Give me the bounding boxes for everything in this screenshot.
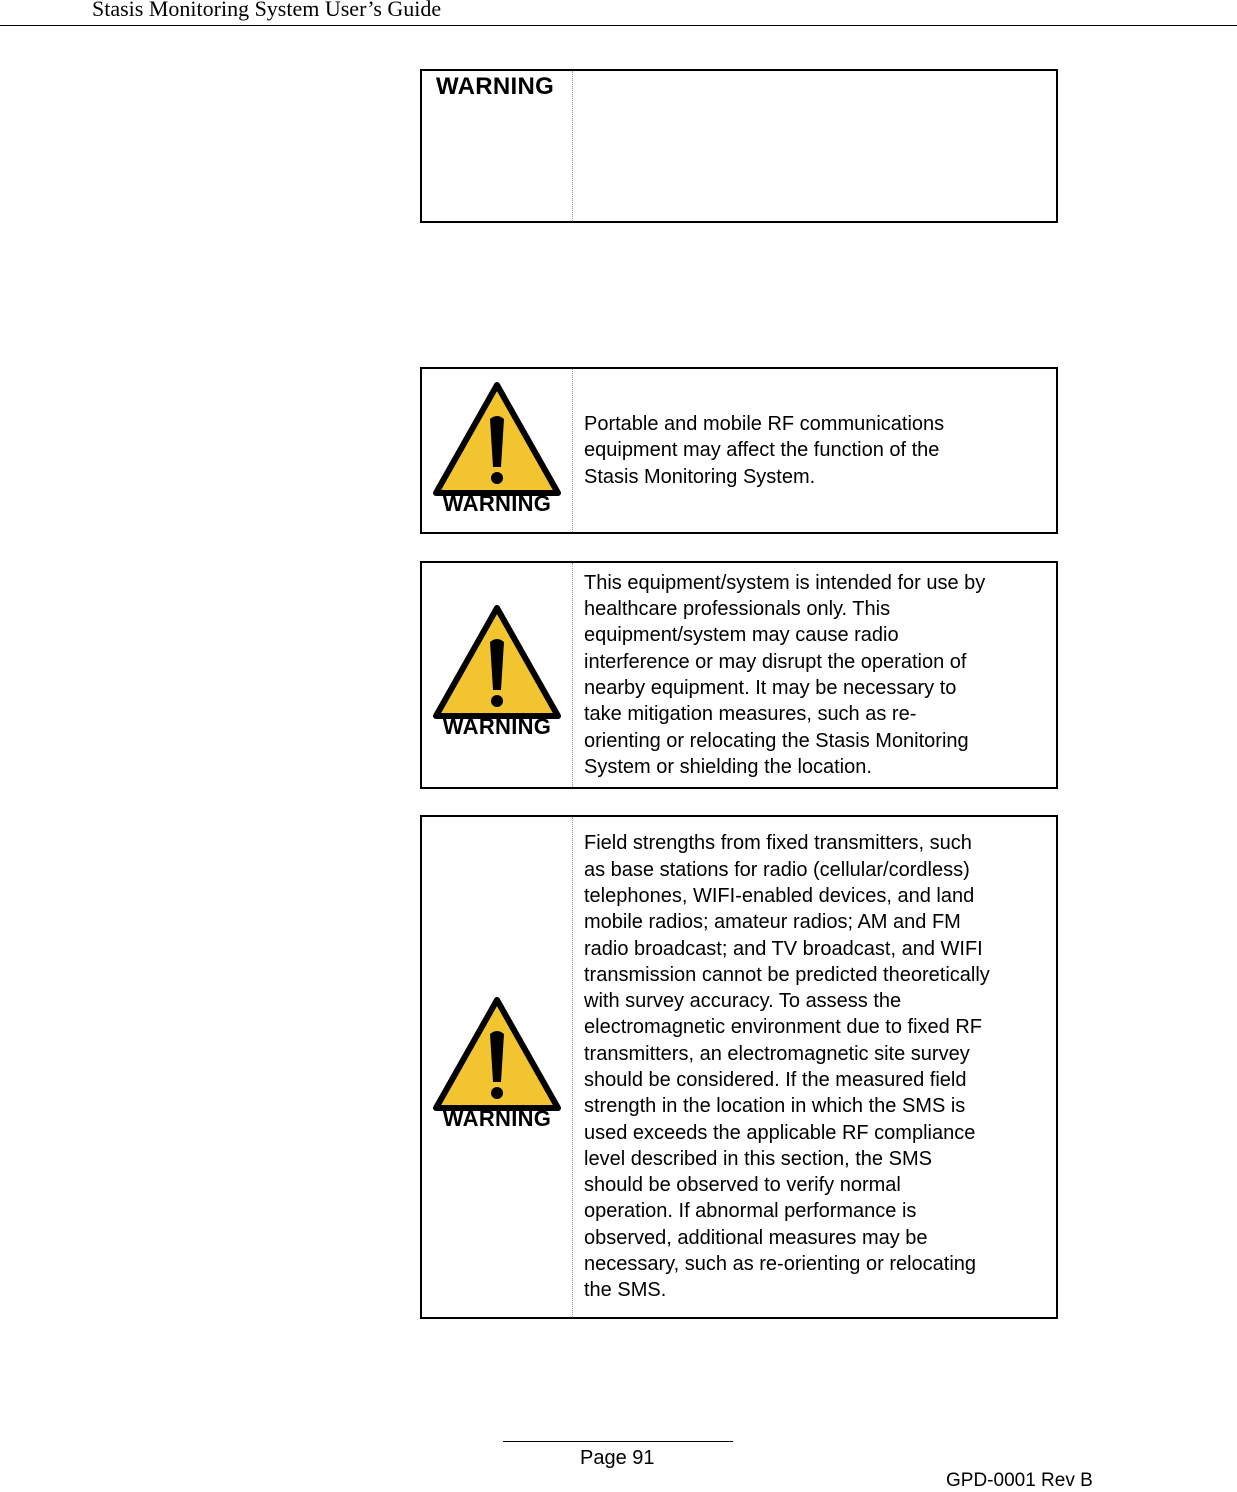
warning-box-4-symbol-cell	[422, 817, 573, 1317]
page-number: Page 91	[580, 1447, 655, 1469]
warning-text: Portable and mobile RF communications equipment may affect the function of the Stasis Monitoring System.	[584, 413, 945, 488]
warning-label: WARNING	[442, 1106, 552, 1131]
warning-box-4	[420, 815, 1058, 1319]
warning-box-2-text-cell	[573, 369, 1056, 532]
footer-rule	[503, 1441, 733, 1442]
warning-label: WARNING	[436, 73, 555, 100]
warning-symbol	[432, 604, 562, 740]
running-header: Stasis Monitoring System User’s Guide	[92, 0, 442, 21]
warning-triangle-icon	[432, 381, 562, 497]
warning-box-2	[420, 367, 1058, 534]
warning-box-3-symbol-cell	[422, 563, 573, 787]
warning-triangle-icon	[432, 996, 562, 1112]
warning-symbol	[432, 381, 562, 517]
warning-box-4-text-cell	[573, 817, 1056, 1317]
warning-label: WARNING	[442, 714, 552, 739]
warning-box-1	[420, 69, 1058, 223]
warning-box-3	[420, 561, 1058, 789]
header-rule	[0, 25, 1237, 26]
warning-text: Field strengths from fixed transmitters, such as base stations for radio (cellular/cordless) telephones, WIFI-enabled devices, and land mobile radios; amateur radios; AM and FM radio broadcast; and TV broadcast, and WIFI transmission cannot be predicted theoretically with survey accuracy. To assess the electromagnetic environment due to fixed RF transmitters, an electromagnetic site survey should be considered. If the measured field strength in the location in which the SMS is used exceeds the applicable RF compliance level described in this section, the SMS should be observed to verify normal operation. If abnormal performance is observed, additional measures may be necessary, such as re-orienting or relocating the SMS.	[584, 832, 990, 1302]
warning-triangle-icon	[432, 604, 562, 720]
document-id: GPD-0001 Rev B	[946, 1470, 1093, 1491]
warning-text: This equipment/system is intended for use by healthcare professionals only. This equipment/system may cause radio interference or may disrupt the operation of nearby equipment. It may be necessary to take mitigation measures, such as re- orienting or relocating the Stasis Monitoring System or shielding the location.	[584, 571, 986, 778]
warning-box-2-symbol-cell	[422, 369, 573, 532]
warning-label: WARNING	[442, 491, 552, 516]
warning-box-3-text-cell	[573, 563, 1056, 787]
warning-box-1-label-cell	[422, 71, 573, 221]
warning-symbol	[432, 996, 562, 1132]
warning-box-1-text-cell	[573, 71, 1056, 221]
